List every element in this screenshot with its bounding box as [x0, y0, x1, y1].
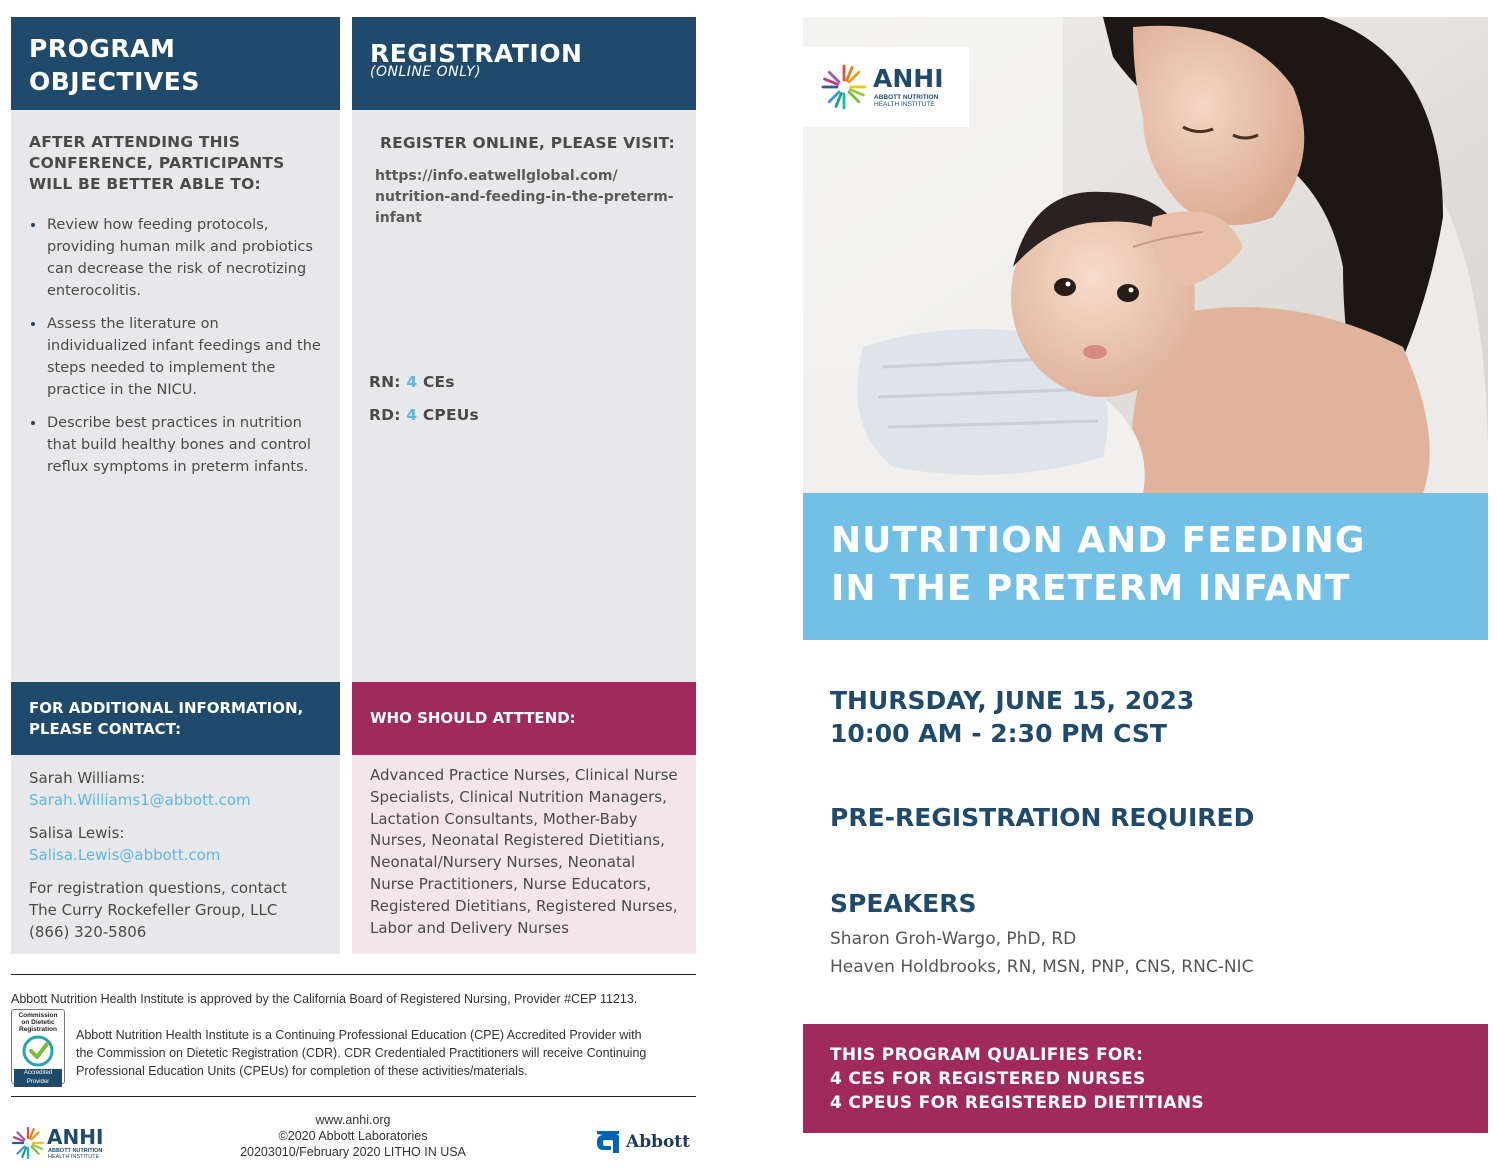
qualifies-line: THIS PROGRAM QUALIFIES FOR:: [830, 1045, 1144, 1065]
contact-reg-line1: For registration questions, contact: [29, 879, 287, 897]
cover-anhi-text: ANHI: [873, 64, 944, 93]
qualifies-line: 4 CES FOR REGISTERED NURSES: [830, 1069, 1146, 1089]
footer-rule-bottom: [11, 1096, 696, 1097]
attend-title: WHO SHOULD ATTTEND:: [370, 709, 576, 727]
attend-panel: [352, 755, 696, 954]
footer-imprint: [200, 1112, 506, 1160]
cover-title-line2: IN THE PRETERM INFANT: [831, 568, 1351, 609]
pre-registration-note: PRE-REGISTRATION REQUIRED: [830, 803, 1255, 832]
cover-anhi-line1: ABBOTT NUTRITION: [874, 94, 939, 101]
contact-person2-email[interactable]: Salisa.Lewis@abbott.com: [29, 846, 221, 864]
contact-title-line2: PLEASE CONTACT:: [29, 720, 182, 738]
event-time: 10:00 AM - 2:30 PM CST: [830, 719, 1167, 748]
abbott-mark-icon: [594, 1130, 622, 1156]
footer-copyright: ©2020 Abbott Laboratories: [278, 1129, 428, 1143]
rd-credit: [369, 405, 479, 426]
contact-panel: [11, 755, 340, 954]
qualifies-band: [803, 1024, 1488, 1133]
cover-title-band: [803, 493, 1488, 640]
contact-person2-name: Salisa Lewis:: [29, 824, 125, 842]
abbott-wordmark: Abbott: [626, 1132, 691, 1152]
attend-text: Advanced Practice Nurses, Clinical Nurse Specialists, Clinical Nutrition Managers, Lactation Consultants, Mother-Baby Nurses, Neonatal Registered Dietitians, Neonatal/Nursery Nurses, Neonatal Nurse Practitioners, Nurse Educators, Registered Dietitians, Registered Nurses, Labor and Delivery Nurses: [370, 766, 678, 937]
rn-value: 4: [406, 373, 418, 391]
objectives-panel: [11, 110, 340, 682]
footer-approval: Abbott Nutrition Health Institute is approved by the California Board of Registered Nursing, Provider #CEP 11213.: [11, 992, 638, 1006]
footer-litho: 20203010/February 2020 LITHO IN USA: [240, 1145, 466, 1159]
footer-anhi-text: ANHI: [47, 1125, 104, 1149]
footer-anhi-line1: ABBOTT NUTRITION: [48, 1148, 103, 1154]
objective-item: Describe best practices in nutrition that build healthy bones and control reflux symptoms in preterm infants.: [29, 412, 322, 478]
footer-anhi-logo: [11, 1126, 121, 1162]
cdr-line: Professional Education Units (CPEUs) for completion of these activities/materials.: [76, 1064, 528, 1078]
register-url-line: nutrition-and-feeding-in-the-preterm-: [375, 189, 674, 205]
register-visit-label: REGISTER ONLINE, PLEASE VISIT:: [380, 134, 675, 152]
contact-reg-line2: The Curry Rockefeller Group, LLC: [29, 901, 278, 919]
objectives-list: [29, 214, 322, 478]
cover-anhi-logo: [803, 47, 969, 127]
rn-unit: CEs: [422, 373, 455, 391]
contact-person1-email[interactable]: Sarah.Williams1@abbott.com: [29, 791, 251, 809]
contact-title-line1: FOR ADDITIONAL INFORMATION,: [29, 699, 304, 717]
registration-subtitle: (ONLINE ONLY): [370, 64, 482, 80]
objectives-title-line1: PROGRAM: [29, 34, 176, 63]
contact-reg-phone: (866) 320-5806: [29, 923, 147, 941]
registration-header: [352, 17, 696, 110]
abbott-logo: [594, 1130, 696, 1156]
cdr-line: Abbott Nutrition Health Institute is a Continuing Professional Education (CPE) Accredited Provider with: [76, 1028, 642, 1042]
cdr-line: the Commission on Dietetic Registration (CDR). CDR Credentialed Practitioners will receive Continuing: [76, 1046, 647, 1060]
qualifies-line: 4 CPEUS FOR REGISTERED DIETITIANS: [830, 1093, 1204, 1113]
registration-title: REGISTRATION: [370, 39, 583, 68]
rn-credit: [369, 372, 455, 393]
footer-rule-top: [11, 974, 696, 975]
rd-value: 4: [406, 406, 418, 424]
registration-panel: [352, 110, 696, 682]
objectives-title-line2: OBJECTIVES: [29, 67, 200, 96]
cover-title-line1: NUTRITION AND FEEDING: [831, 520, 1366, 561]
footer-cdr-text: [76, 1026, 646, 1080]
footer-anhi-line2: HEALTH INSTITUTE: [48, 1154, 100, 1160]
objectives-header: [11, 17, 340, 110]
anhi-burst-icon: [11, 1126, 45, 1160]
register-url-line: https://info.eatwellglobal.com/: [375, 168, 618, 184]
rn-label: RN:: [369, 373, 401, 391]
objectives-intro: AFTER ATTENDING THIS CONFERENCE, PARTICIPANTS WILL BE BETTER ABLE TO:: [29, 133, 285, 193]
cover-anhi-line2: HEALTH INSTITUTE: [874, 101, 935, 108]
cdr-badge-bottom-text: Accredited Provider: [14, 1069, 62, 1087]
register-url[interactable]: [375, 166, 674, 229]
check-circle-icon: [12, 1033, 64, 1069]
rd-label: RD:: [369, 406, 401, 424]
speakers-title: SPEAKERS: [830, 889, 977, 918]
speaker-item: Sharon Groh-Wargo, PhD, RD: [830, 929, 1077, 949]
contact-person1-name: Sarah Williams:: [29, 769, 146, 787]
rd-unit: CPEUs: [422, 406, 479, 424]
contact-header: [11, 682, 340, 755]
speaker-item: Heaven Holdbrooks, RN, MSN, PNP, CNS, RNC-NIC: [830, 957, 1254, 977]
anhi-burst-icon: [821, 64, 867, 110]
cdr-badge: [11, 1009, 65, 1084]
register-url-line: infant: [375, 210, 422, 226]
event-date: THURSDAY, JUNE 15, 2023: [830, 686, 1195, 715]
attend-header: [352, 682, 696, 755]
objective-item: Review how feeding protocols, providing human milk and probiotics can decrease the risk of necrotizing enterocolitis.: [29, 214, 322, 302]
footer-website[interactable]: www.anhi.org: [315, 1113, 391, 1127]
objective-item: Assess the literature on individualized infant feedings and the steps needed to implement the practice in the NICU.: [29, 313, 322, 401]
cdr-badge-top-text: Commission on Dietetic Registration: [18, 1012, 58, 1033]
